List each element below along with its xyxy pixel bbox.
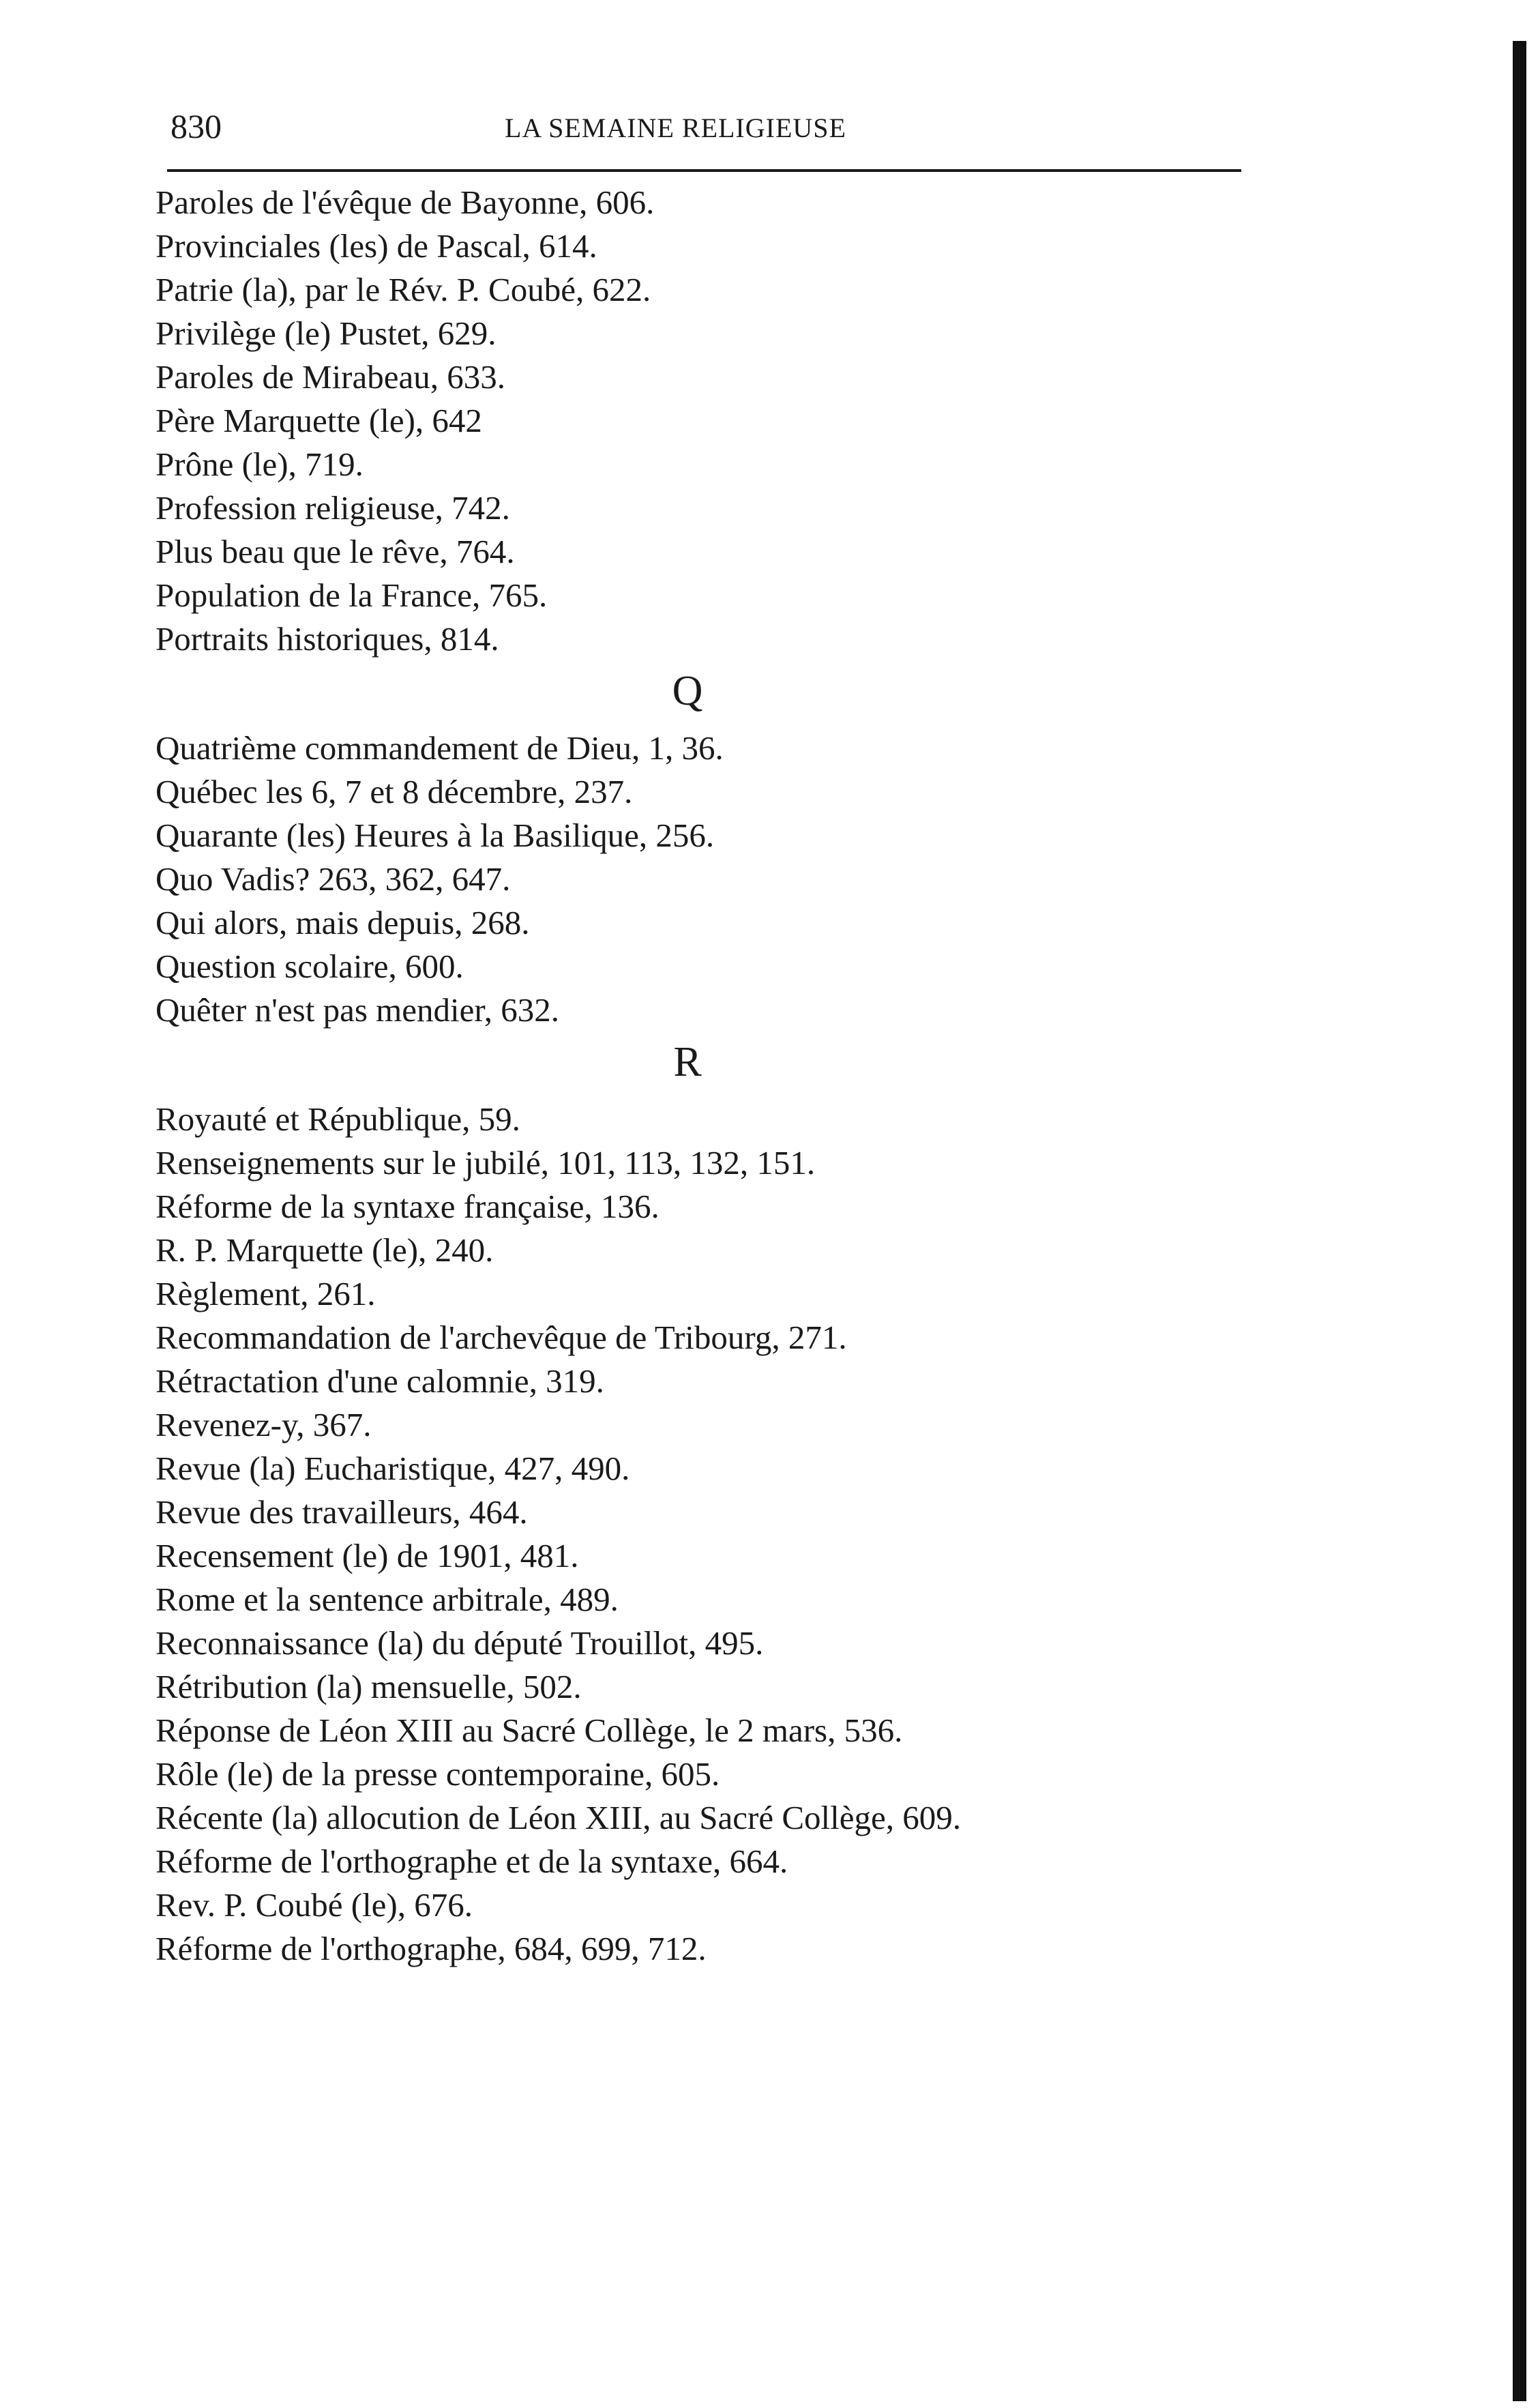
header-rule	[167, 169, 1241, 172]
index-entry: Royauté et République, 59.	[156, 1100, 520, 1138]
index-entry: Patrie (la), par le Rév. P. Coubé, 622.	[156, 271, 651, 308]
index-entry: Reconnaissance (la) du député Trouillot, 495.	[156, 1624, 764, 1662]
index-entry: Règlement, 261.	[156, 1275, 376, 1312]
index-entry: Réforme de l'orthographe, 684, 699, 712.	[156, 1930, 707, 1967]
index-entry: Rome et la sentence arbitrale, 489.	[156, 1581, 619, 1618]
index-entry: Réforme de l'orthographe et de la syntaxe, 664.	[156, 1842, 788, 1880]
index-entry: Revue des travailleurs, 464.	[156, 1493, 528, 1531]
index-entry: Quarante (les) Heures à la Basilique, 256.	[156, 817, 715, 854]
index-entry: Revue (la) Eucharistique, 427, 490.	[156, 1450, 630, 1487]
index-entry: Paroles de Mirabeau, 633.	[156, 358, 505, 396]
index-entry: Provinciales (les) de Pascal, 614.	[156, 227, 597, 265]
index-entry: Rétractation d'une calomnie, 319.	[156, 1362, 604, 1400]
running-title: LA SEMAINE RELIGIEUSE	[505, 113, 846, 143]
index-entry: Population de la France, 765.	[156, 576, 548, 614]
section-letter-r: R	[673, 1039, 702, 1085]
index-entry: Prône (le), 719.	[156, 445, 364, 483]
index-entry: Question scolaire, 600.	[156, 948, 464, 985]
index-entry: Recommandation de l'archevêque de Tribourg, 271.	[156, 1319, 847, 1356]
index-entry: Père Marquette (le), 642	[156, 402, 482, 439]
index-entry: Réponse de Léon XIII au Sacré Collège, le 2 mars, 536.	[156, 1712, 903, 1749]
index-entry: Profession religieuse, 742.	[156, 489, 510, 527]
section-r	[156, 1098, 1274, 1971]
page-header	[171, 106, 1241, 153]
index-entry: Quo Vadis? 263, 362, 647.	[156, 860, 511, 898]
index-entry: Québec les 6, 7 et 8 décembre, 237.	[156, 773, 633, 810]
index-entry: Qui alors, mais depuis, 268.	[156, 904, 530, 941]
index-entry: Récente (la) allocution de Léon XIII, au Sacré Collège, 609.	[156, 1799, 961, 1836]
index-entry: Rétribution (la) mensuelle, 502.	[156, 1668, 582, 1705]
index-entry: Portraits historiques, 814.	[156, 620, 499, 658]
page-number: 830	[171, 107, 222, 145]
index-entry: Rev. P. Coubé (le), 676.	[156, 1886, 473, 1924]
index-entry: Paroles de l'évêque de Bayonne, 606.	[156, 183, 655, 221]
index-entry: Recensement (le) de 1901, 481.	[156, 1537, 579, 1574]
index-entries	[156, 181, 1274, 1971]
index-entry: R. P. Marquette (le), 240.	[156, 1231, 494, 1269]
index-entry: Plus beau que le rêve, 764.	[156, 533, 515, 570]
index-entry: Réforme de la syntaxe française, 136.	[156, 1188, 660, 1225]
section-letter-q: Q	[672, 668, 703, 714]
index-entry: Quatrième commandement de Dieu, 1, 36.	[156, 729, 724, 767]
index-entry: Revenez-y, 367.	[156, 1406, 372, 1443]
page-edge-rule	[1513, 41, 1526, 2401]
section-p	[156, 181, 1274, 661]
index-entry: Renseignements sur le jubilé, 101, 113, 132, 151.	[156, 1144, 816, 1181]
index-entry: Quêter n'est pas mendier, 632.	[156, 991, 559, 1029]
index-entry: Rôle (le) de la presse contemporaine, 605.	[156, 1755, 720, 1793]
index-entry: Privilège (le) Pustet, 629.	[156, 314, 497, 352]
section-q	[156, 726, 1274, 1032]
